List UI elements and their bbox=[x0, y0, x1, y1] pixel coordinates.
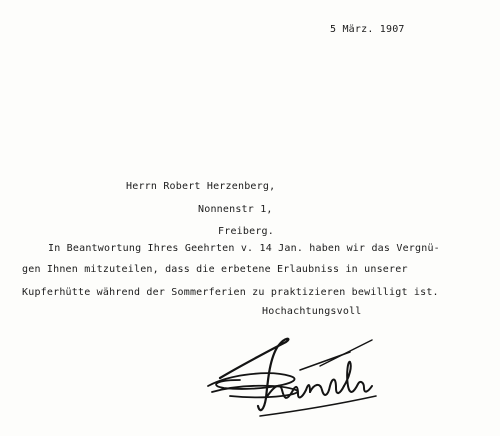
body-line: gen Ihnen mitzuteilen, dass die erbetene Erlaubniss in unserer bbox=[22, 264, 408, 275]
body-line: Kupferhütte während der Sommerferien zu praktizieren bewilligt ist. bbox=[22, 287, 439, 298]
recipient-city: Freiberg. bbox=[218, 226, 274, 237]
handwritten-signature bbox=[200, 326, 400, 426]
closing-phrase: Hochachtungsvoll bbox=[262, 306, 362, 317]
body-line: In Beantwortung Ihres Geehrten v. 14 Jan. haben wir das Vergnü- bbox=[48, 243, 440, 254]
recipient-name: Herrn Robert Herzenberg, bbox=[126, 181, 276, 192]
recipient-street: Nonnenstr 1, bbox=[198, 204, 273, 215]
letter-date: 5 März. 1907 bbox=[330, 24, 405, 35]
